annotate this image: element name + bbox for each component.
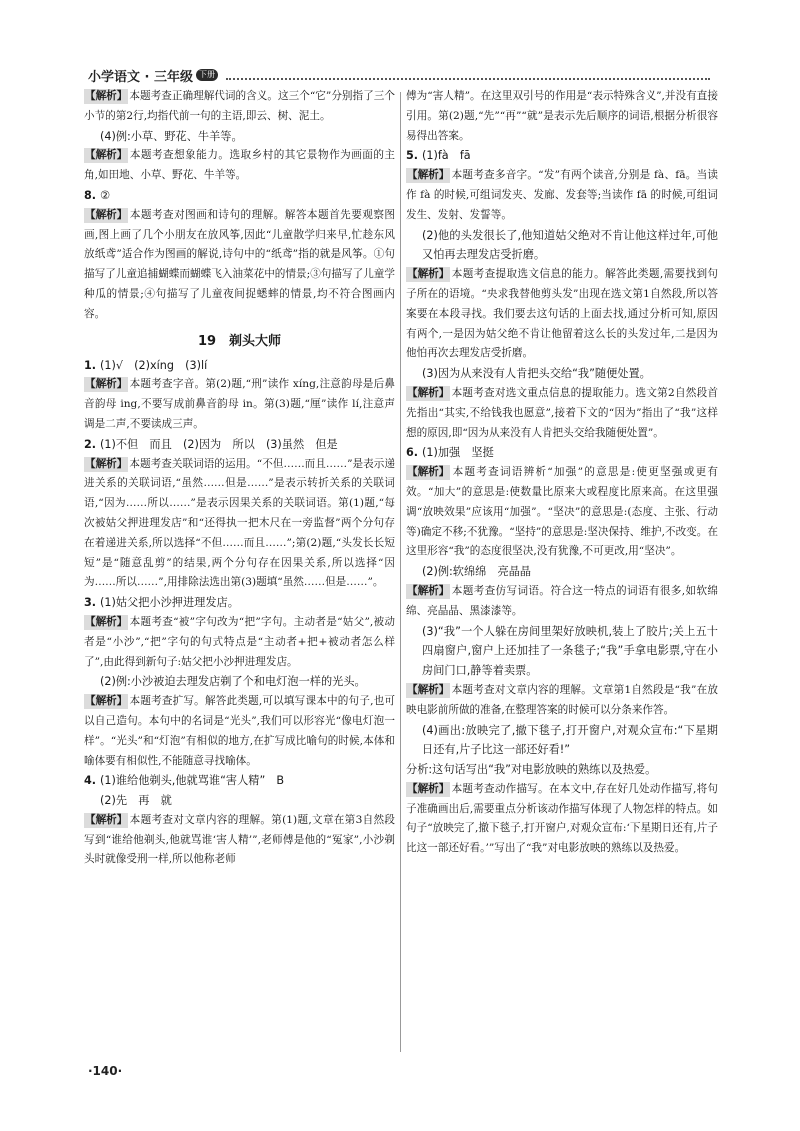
- analysis-text: 本题考查仿写词语。符合这一特点的词语有很多,如软绵绵、亮晶晶、黑漆漆等。: [406, 584, 718, 617]
- question-answer: [84, 186, 395, 206]
- question-number: 1.: [84, 358, 97, 372]
- answer-text: (1)√ (2)xíng (3)lí: [100, 358, 208, 372]
- column-divider: [400, 92, 401, 1052]
- analysis-text: 本题考查对文章内容的理解。第(1)题,文章在第3自然段写到“谁给他剃头,他就骂谁‘害人精’”,老师傅是他的“冤家”,小沙剃头时就像受刑一样,所以他称老师: [84, 813, 395, 866]
- question-answer: [406, 443, 718, 463]
- sub-answer: (2)例:软绵绵 亮晶晶: [422, 565, 532, 579]
- question-answer: [84, 435, 395, 455]
- answer-text: (1)姑父把小沙押进理发店。: [100, 596, 239, 610]
- header-dotted-rule: [226, 71, 710, 80]
- analysis-paragraph: [84, 206, 395, 325]
- analysis-tag: 【解析】: [407, 268, 450, 281]
- analysis-paragraph: [84, 455, 395, 594]
- analysis-paragraph: [406, 463, 718, 562]
- analysis-tag: 【解析】: [85, 208, 128, 221]
- answer-text: (1)谁给他剃头,他就骂谁“害人精” B: [100, 774, 285, 788]
- question-answer: [84, 593, 395, 613]
- page-number: ·140·: [88, 1064, 123, 1078]
- analysis-text: 本题考查提取选文信息的能力。解答此类题,需要找到句子所在的语境。“央求我替他剪头发”出现在选文第1自然段,所以答案要在本段寻找。我们要去这句话的上面去找,通过分析可知,原因有两个,一是因为姑父绝不肯让他留着这么长的头发过年,二是因为他怕再次去理发店受折磨。: [406, 268, 718, 360]
- section-title: 19 剃头大师: [197, 333, 282, 349]
- text-paragraph: 傅为“害人精”。在这里双引号的作用是“表示特殊含义”,并没有直接引用。第(2)题,“先”“再”“就”是表示先后顺序的词语,根据分析很容易得出答案。: [406, 90, 718, 142]
- analysis-paragraph: [406, 681, 718, 721]
- analysis-text: 本题考查正确理解代词的含义。这三个“它”分别指了三个小节的第2行,均指代前一句的主语,即云、树、泥土。: [84, 90, 395, 122]
- analysis-paragraph: [84, 613, 395, 672]
- sub-answer: (2)先 再 就: [100, 794, 172, 808]
- answer-text: ②: [100, 188, 111, 202]
- question-number: 2.: [84, 437, 97, 451]
- analysis-tag: 【解析】: [407, 683, 450, 696]
- header-title: 小学语文 · 三年级: [88, 69, 193, 85]
- analysis-tag: 【解析】: [85, 149, 128, 162]
- left-column: [84, 87, 395, 870]
- answer-text: (1)不但 而且 (2)因为 所以 (3)虽然 但是: [100, 437, 338, 451]
- sub-answer: (3)“我”一个人躲在房间里架好放映机,装上了胶片;关上五十四扇窗户,窗户上还加挂了一条毯子;“我”手拿电影票,守在小房间门口,静等着卖票。: [422, 624, 718, 678]
- question-number: 5.: [406, 149, 419, 163]
- analysis-paragraph: [406, 582, 718, 622]
- page-header: [88, 65, 710, 85]
- question-number: 4.: [84, 774, 97, 788]
- analysis-tag: 【解析】: [407, 466, 450, 479]
- analysis-text: 本题考查关联词语的运用。“不但……而且……”是表示递进关系的关联词语,“虽然……但是……”是表示转折关系的关联词语,“因为……所以……”是表示因果关系的关联词语。第(1)题,“每次被姑父押进理发店”和“还得执一把木尺在一旁监督”两个分句存在着递进关系,所以选择“不但……而且……”;第(2)题,“头发长长短短”是“随意乱剪”的结果,两个分句存在因果关系,所以选择“因为……所以……”,用排除法选出第(3)题填“虽然……但是……”。: [84, 457, 395, 589]
- analysis-tag: 【解析】: [85, 378, 128, 391]
- analysis-paragraph: [84, 692, 395, 771]
- analysis-tag: 【解析】: [85, 695, 128, 708]
- analysis-text: 本题考查对文章内容的理解。文章第1自然段是“我”在放映电影前所做的准备,在整理答案的时候可以分条来作答。: [406, 683, 718, 716]
- analysis-paragraph: [84, 375, 395, 434]
- analysis-paragraph: [84, 146, 395, 186]
- analysis-paragraph: [84, 811, 395, 870]
- answer-text: (1)加强 坚挺: [422, 446, 494, 460]
- question-answer: [406, 146, 718, 166]
- analysis-text: 本题考查词语辨析“加强”的意思是:使更坚强或更有效。“加大”的意思是:使数量比原来大或程度比原来高。在这里强调“放映效果”应该用“加强”。“坚决”的意思是:(态度、主张、行动等)确定不移;不犹豫。“坚持”的意思是:坚决保持、维护,不改变。在这里形容“我”的态度很坚决,没有犹豫,不可更改,用“坚决”。: [406, 466, 718, 558]
- sub-answer: (2)例:小沙被迫去理发店剃了个和电灯泡一样的光头。: [100, 675, 366, 689]
- analysis-tag: 【解析】: [85, 813, 128, 826]
- analysis-tag: 【解析】: [407, 782, 450, 795]
- analysis-text: 本题考查多音字。“发”有两个读音,分别是 fà、fā。当读作 fà 的时候,可组词发夹、发廊、发套等;当读作 fā 的时候,可组词发生、发射、发誓等。: [406, 169, 718, 221]
- analysis-tag: 【解析】: [85, 615, 128, 628]
- analysis-text: 本题考查对选文重点信息的提取能力。选文第2自然段首先指出“其实,不给钱我也愿意”,接着下文的“因为”指出了“我”这样想的原因,即“因为从来没有人肯把头交给我随便处置”。: [406, 386, 718, 439]
- analysis-tag: 【解析】: [407, 386, 450, 399]
- analysis-text: 本题考查字音。第(2)题,“刑”读作 xíng,注意韵母是后鼻音韵母 ing,不要写成前鼻音韵母 in。第(3)题,“厘”读作 lí,注意声调是二声,不要读成三声。: [84, 378, 395, 430]
- analysis-paragraph: [406, 780, 718, 859]
- text-paragraph: 分析:这句话写出“我”对电影放映的熟练以及热爱。: [406, 763, 657, 777]
- analysis-tag: 【解析】: [407, 169, 450, 182]
- answer-text: (1)fà fā: [422, 149, 471, 163]
- analysis-paragraph: [406, 265, 718, 364]
- question-answer: [84, 356, 395, 376]
- question-number: 3.: [84, 596, 97, 610]
- analysis-paragraph: [406, 384, 718, 443]
- analysis-paragraph: [84, 87, 395, 127]
- analysis-text: 本题考查扩写。解答此类题,可以填写课本中的句子,也可以自己造句。本句中的名词是“光头”,我们可以形容光“像电灯泡一样”。“光头”和“灯泡”有相似的地方,在扩写成比喻句的时候,本体和喻体要有相似性,不能随意寻找喻体。: [84, 695, 395, 767]
- sub-answer: (2)他的头发很长了,他知道姑父绝对不肯让他这样过年,可他又怕再去理发店受折磨。: [422, 228, 718, 262]
- analysis-tag: 【解析】: [85, 90, 128, 102]
- analysis-text: 本题考查“被”字句改为“把”字句。主动者是“姑父”,被动者是“小沙”,“把”字句的句式特点是“主动者+把+被动者怎么样了”,由此得到新句子:姑父把小沙押进理发店。: [84, 615, 395, 668]
- analysis-paragraph: [406, 166, 718, 225]
- analysis-text: 本题考查对图画和诗句的理解。解答本题首先要观察图画,图上画了几个小朋友在放风筝,因此“儿童散学归来早,忙趁东风放纸鸢”适合作为图画的解说,诗句中的“纸鸢”指的就是风筝。①句描写了儿童追捕蝴蝶而蝴蝶飞入油菜花中的情景;③句描写了儿童学种瓜的情景;④句描写了儿童夜间捉蟋蟀的情景,均不符合图画内容。: [84, 208, 395, 320]
- sub-answer: (3)因为从来没有人肯把头交给“我”随便处置。: [422, 367, 651, 381]
- analysis-tag: 【解析】: [407, 584, 450, 597]
- analysis-text: 本题考查想象能力。选取乡村的其它景物作为画面的主角,如田地、小草、野花、牛羊等。: [84, 149, 395, 182]
- right-column: [406, 87, 718, 859]
- grade-badge: 下册: [196, 69, 218, 81]
- analysis-tag: 【解析】: [85, 457, 128, 470]
- question-answer: [84, 771, 395, 791]
- sub-answer: (4)画出:放映完了,撤下毯子,打开窗户,对观众宣布:“下星期日还有,片子比这一部还好看!”: [422, 723, 718, 757]
- sub-answer: (4)例:小草、野花、牛羊等。: [100, 129, 243, 143]
- analysis-text: 本题考查动作描写。在本文中,存在好几处动作描写,将句子准确画出后,需要重点分析该动作描写体现了人物怎样的特点。如句子“放映完了,撤下毯子,打开窗户,对观众宣布:‘下星期日还有,片子比这一部还好看。’”写出了“我”对电影放映的熟练以及热爱。: [406, 782, 718, 855]
- question-number: 8.: [84, 188, 97, 202]
- question-number: 6.: [406, 446, 419, 460]
